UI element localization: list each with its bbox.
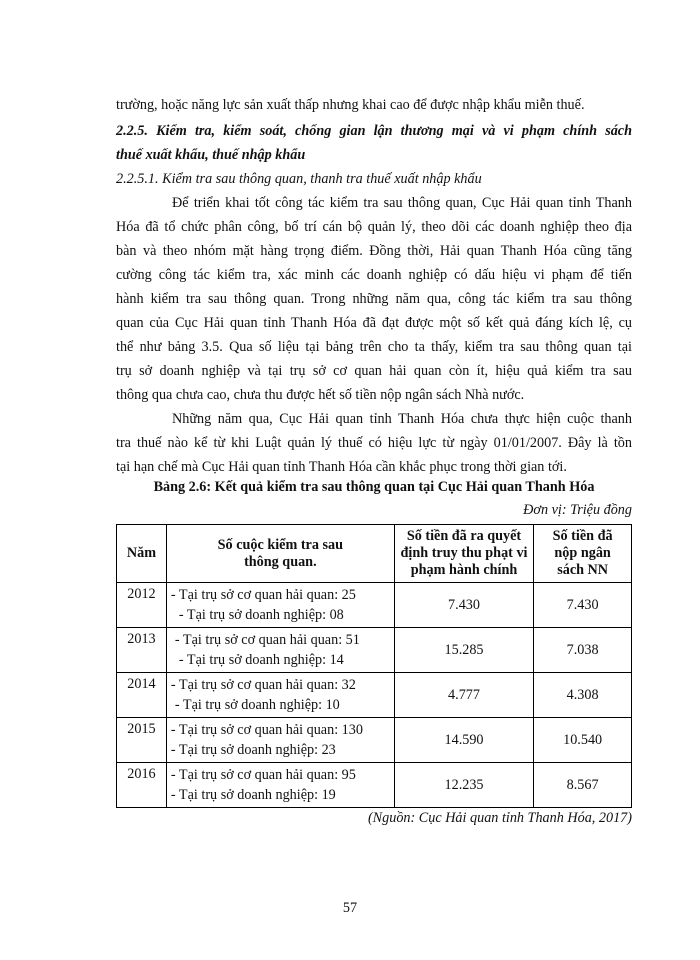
table-row	[117, 718, 632, 763]
row-decided-amount: 7.430	[394, 583, 533, 628]
header-year: Năm	[117, 525, 167, 583]
row-customs-count: - Tại trụ sở cơ quan hải quan: 95	[170, 767, 356, 783]
header-decided-amount	[394, 525, 533, 583]
row-enterprise-count: - Tại trụ sở doanh nghiệp: 08	[178, 607, 344, 623]
row-enterprise-count: - Tại trụ sở doanh nghiệp: 23	[170, 742, 336, 758]
row-year: 2013	[117, 628, 167, 673]
row-customs-count: - Tại trụ sở cơ quan hải quan: 25	[170, 587, 356, 603]
paragraph-1-line-8: trụ sở doanh nghiệp và tại trụ sở cơ quan hải quan còn ít, hiệu quả kiểm tra sau	[116, 363, 632, 379]
paragraph-2-line-2: tra thuế nào kể từ khi Luật quản lý thuế có hiệu lực từ ngày 01/01/2007. Đây là tồn	[116, 435, 632, 451]
paragraph-1-line-4: cường công tác kiểm tra, xác minh các doanh nghiệp có dấu hiệu vi phạm để tiến	[116, 267, 632, 283]
paragraph-1-line-9: thông qua chưa cao, chưa thu được hết số tiền nộp ngân sách Nhà nước.	[116, 387, 525, 403]
header-count-line-1: Số cuộc kiểm tra sau	[217, 536, 343, 553]
row-details	[166, 673, 394, 718]
section-heading-line-2: thuế xuất khẩu, thuế nhập khẩu	[116, 147, 306, 163]
header-inspection-count	[166, 525, 394, 583]
table-unit: Đơn vị: Triệu đồng	[523, 502, 632, 518]
paragraph-1-line-1: Để triển khai tốt công tác kiểm tra sau thông quan, Cục Hải quan tỉnh Thanh	[172, 195, 632, 211]
page-number: 57	[342, 900, 358, 916]
row-paid-amount: 7.430	[534, 583, 632, 628]
subsection-heading: 2.2.5.1. Kiểm tra sau thông quan, thanh tra thuế xuất nhập khẩu	[116, 171, 482, 187]
row-details	[166, 628, 394, 673]
header-count-line-2: thông quan.	[244, 553, 317, 570]
paragraph-tail: trường, hoặc năng lực sản xuất thấp nhưng khai cao để được nhập khẩu miễn thuế.	[116, 97, 585, 113]
header-decided-line-3: phạm hành chính	[410, 562, 518, 578]
section-heading-line-1: 2.2.5. Kiểm tra, kiểm soát, chống gian lận thương mại và vi phạm chính sách	[116, 123, 632, 139]
row-decided-amount: 14.590	[394, 718, 533, 763]
row-details	[166, 763, 394, 808]
row-details	[166, 583, 394, 628]
row-details	[166, 718, 394, 763]
header-paid-amount	[534, 525, 632, 583]
row-paid-amount: 8.567	[534, 763, 632, 808]
paragraph-1-line-5: hành kiểm tra sau thông quan. Trong những năm qua, công tác kiểm tra sau thông	[116, 291, 632, 307]
header-paid-line-2: nộp ngân	[554, 545, 611, 561]
header-paid-line-1: Số tiền đã	[552, 528, 613, 544]
header-decided-line-2: định truy thu phạt vi	[400, 545, 528, 561]
row-year: 2012	[117, 583, 167, 628]
table-row	[117, 583, 632, 628]
row-paid-amount: 4.308	[534, 673, 632, 718]
paragraph-2-line-1: Những năm qua, Cục Hải quan tỉnh Thanh Hóa chưa thực hiện cuộc thanh	[172, 411, 632, 427]
paragraph-1-line-7: thể như bảng 3.5. Qua số liệu tại bảng trên cho ta thấy, kiểm tra sau thông quan tại	[116, 339, 632, 355]
table-source: (Nguồn: Cục Hải quan tỉnh Thanh Hóa, 2017)	[367, 810, 632, 826]
row-decided-amount: 12.235	[394, 763, 533, 808]
table-row	[117, 763, 632, 808]
row-paid-amount: 7.038	[534, 628, 632, 673]
row-year: 2016	[117, 763, 167, 808]
row-enterprise-count: - Tại trụ sở doanh nghiệp: 14	[178, 652, 344, 668]
row-customs-count: - Tại trụ sở cơ quan hải quan: 130	[170, 722, 363, 738]
row-year: 2015	[117, 718, 167, 763]
row-decided-amount: 15.285	[394, 628, 533, 673]
inspection-results-table	[116, 524, 632, 808]
paragraph-2-line-3: tại hạn chế mà Cục Hải quan tỉnh Thanh Hóa cần khắc phục trong thời gian tới.	[116, 459, 567, 475]
table-row	[117, 673, 632, 718]
row-paid-amount: 10.540	[534, 718, 632, 763]
table-caption: Bảng 2.6: Kết quả kiểm tra sau thông quan tại Cục Hải quan Thanh Hóa	[153, 479, 595, 495]
header-decided-line-1: Số tiền đã ra quyết	[406, 528, 522, 544]
paragraph-1-line-3: bàn và theo nhóm mặt hàng trọng điểm. Đồng thời, Hải quan Thanh Hóa cũng tăng	[116, 243, 632, 259]
row-decided-amount: 4.777	[394, 673, 533, 718]
row-year: 2014	[117, 673, 167, 718]
row-customs-count: - Tại trụ sở cơ quan hải quan: 32	[170, 677, 356, 693]
paragraph-1-line-6: quan của Cục Hải quan tỉnh Thanh Hóa đã đạt được một số kết quả đáng kích lệ, cụ	[116, 315, 632, 331]
header-paid-line-3: sách NN	[557, 562, 609, 578]
row-enterprise-count: - Tại trụ sở doanh nghiệp: 10	[174, 697, 340, 713]
row-customs-count: - Tại trụ sở cơ quan hải quan: 51	[174, 632, 360, 648]
row-enterprise-count: - Tại trụ sở doanh nghiệp: 19	[170, 787, 336, 803]
paragraph-1-line-2: Hóa đã tổ chức phân công, bố trí cán bộ quản lý, theo dõi các doanh nghiệp theo địa	[116, 219, 632, 235]
table-header-row	[117, 525, 632, 583]
table-row	[117, 628, 632, 673]
